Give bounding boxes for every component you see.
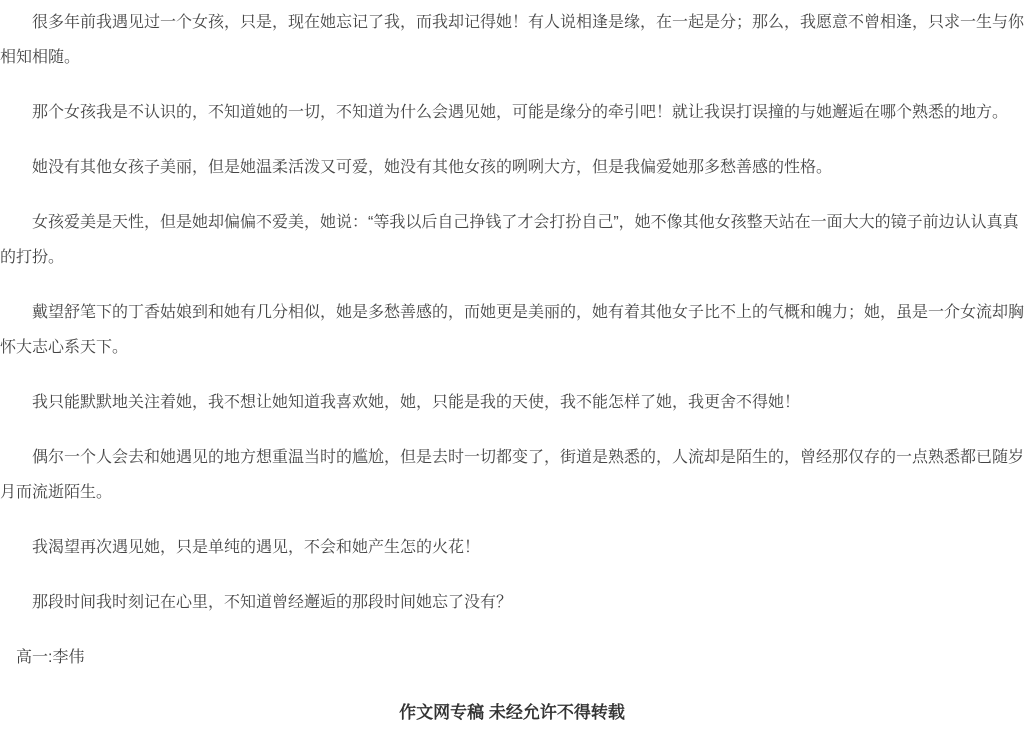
essay-paragraph: 很多年前我遇见过一个女孩，只是，现在她忘记了我，而我却记得她！有人说相逢是缘，在一起是分；那么，我愿意不曾相逢，只求一生与你相知相随。 (0, 14, 1024, 66)
essay-paragraph: 那个女孩我是不认识的，不知道她的一切，不知道为什么会遇见她，可能是缘分的牵引吧！就让我误打误撞的与她邂逅在哪个熟悉的地方。 (32, 104, 1009, 121)
essay-paragraph: 我渴望再次遇见她，只是单纯的遇见，不会和她产生怎的火花！ (32, 539, 481, 556)
byline: 高一:李伟 (16, 649, 85, 666)
copyright-notice: 作文网专稿 未经允许不得转载 (399, 703, 625, 722)
essay-paragraph: 戴望舒笔下的丁香姑娘到和她有几分相似，她是多愁善感的，而她更是美丽的，她有着其他女子比不上的气概和魄力；她，虽是一介女流却胸怀大志心系天下。 (0, 304, 1024, 356)
essay-paragraph: 女孩爱美是天性，但是她却偏偏不爱美，她说：“等我以后自己挣钱了才会打扮自己”，她不像其他女孩整天站在一面大大的镜子前边认认真真的打扮。 (0, 214, 1019, 266)
essay-paragraph: 我只能默默地关注着她，我不想让她知道我喜欢她，她，只能是我的天使，我不能怎样了她，我更舍不得她！ (32, 394, 801, 411)
essay-paragraph: 那段时间我时刻记在心里，不知道曾经邂逅的那段时间她忘了没有？ (32, 594, 513, 611)
essay-paragraph: 偶尔一个人会去和她遇见的地方想重温当时的尴尬，但是去时一切都变了，街道是熟悉的，人流却是陌生的，曾经那仅存的一点熟悉都已随岁月而流逝陌生。 (0, 449, 1024, 501)
essay-paragraph: 她没有其他女孩子美丽，但是她温柔活泼又可爱，她没有其他女孩的咧咧大方，但是我偏爱她那多愁善感的性格。 (32, 159, 833, 176)
